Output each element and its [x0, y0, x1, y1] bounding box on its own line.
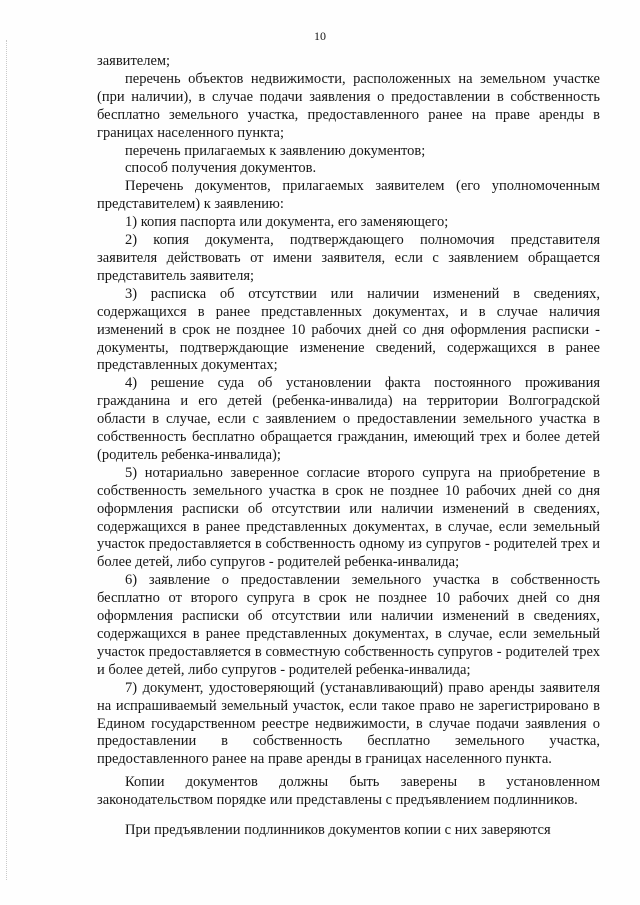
- scan-edge-line: [6, 40, 8, 880]
- paragraph-originals-presentation: При предъявлении подлинников документов копии с них заверяются: [125, 822, 551, 839]
- list-item-4: 4) решение суда об установлении факта постоянного проживания гражданина и его детей (ребенка-инвалида) на территории Волгоградской области в случае, если с заявлением о предоставлении земельного участка в собственность бесплатно обращается гражданин, имеющий трех и более детей (родитель ребенка-инвалида);: [97, 375, 600, 463]
- paragraph-delivery-method: способ получения документов.: [125, 160, 317, 177]
- page-number: 10: [314, 29, 326, 43]
- list-item-2: 2) копия документа, подтверждающего полномочия представителя заявителя действовать от имени заявителя, если с заявлением обращается представитель заявителя;: [97, 232, 600, 284]
- paragraph-documents-intro: Перечень документов, прилагаемых заявителем (его уполномоченным представителем) к заявлению:: [97, 178, 600, 213]
- list-item-3: 3) расписка об отсутствии или наличии изменений в сведениях, содержащихся в ранее представленных документах, и в случае наличия изменений в срок не позднее 10 рабочих дней со дня оформления расписки - документы, подтверждающие изменение сведений, содержащихся в ранее представленных документах;: [97, 285, 600, 374]
- paragraph-copies-certification: Копии документов должны быть заверены в установленном законодательством порядке или представлены с предъявлением подлинников.: [97, 774, 600, 809]
- list-item-1: 1) копия паспорта или документа, его заменяющего;: [125, 214, 449, 231]
- paragraph-attached-documents-list: перечень прилагаемых к заявлению документов;: [125, 142, 426, 159]
- list-item-6: 6) заявление о предоставлении земельного участка в собственность бесплатно от второго супруга в срок не позднее 10 рабочих дней со дня оформления расписки об отсутствии или наличии изменений в сведениях, содержащихся в ранее представленных документах, в случае, если земельный участок предоставляется в совместную собственность супругов - родителей трех и более детей, либо супругов - родителей ребенка-инвалида;: [97, 572, 600, 678]
- document-body: [97, 53, 600, 840]
- list-item-5: 5) нотариально заверенное согласие второго супруга на приобретение в собственность земельного участка в срок не позднее 10 рабочих дней со дня оформления расписки об отсутствии или наличии изменений в сведениях, содержащихся в ранее представленных документах, в случае, если земельный участок предоставляется в собственность одному из супругов - родителей трех и более детей, либо супругов - родителей ребенка-инвалида;: [97, 464, 600, 571]
- list-item-7: 7) документ, удостоверяющий (устанавливающий) право аренды заявителя на испрашиваемый земельный участок, если такое право не зарегистрировано в Едином государственном реестре недвижимости, в случае подачи заявления о предоставлении в собственность бесплатно земельного участка, предоставленного ранее на праве аренды в границах населенного пункта.: [97, 679, 600, 768]
- paragraph-applicant-end: заявителем;: [97, 53, 171, 69]
- paragraph-real-estate-list: перечень объектов недвижимости, расположенных на земельном участке (при наличии), в случае подачи заявления о предоставлении в собственность бесплатно земельного участка, предоставленного ранее на праве аренды в границах населенного пункта;: [97, 70, 600, 141]
